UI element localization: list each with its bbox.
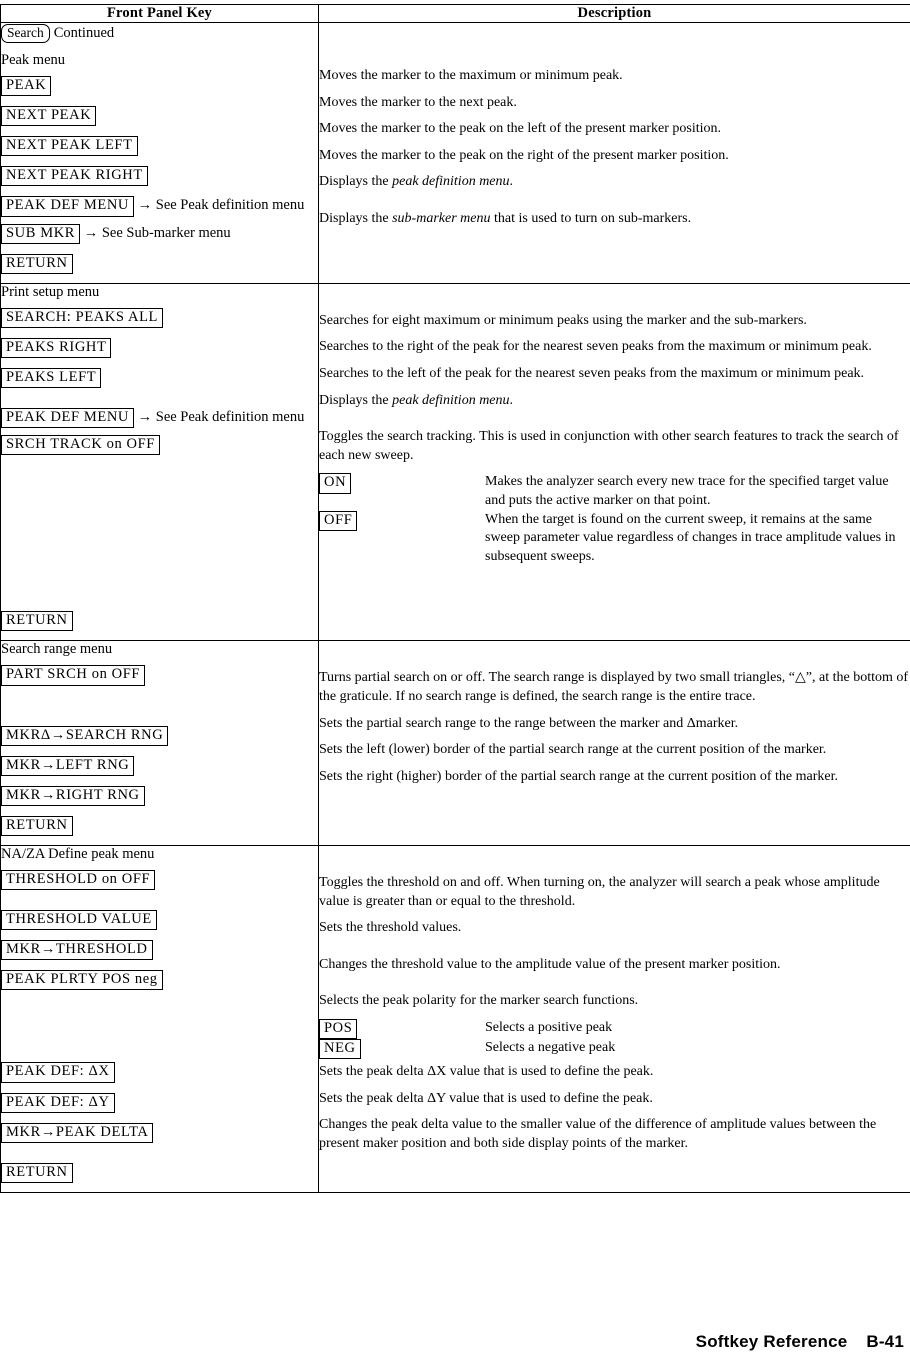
- menu-label-peak-menu: Peak menu: [1, 52, 66, 68]
- spacer: [1, 999, 318, 1061]
- desc-peaks-right: Searches to the right of the peak for the nearest seven peaks from the maximum or minimum peak.: [319, 339, 872, 355]
- sub-option-key-cell: [319, 511, 485, 567]
- softkey-return-3[interactable]: RETURN: [1, 816, 73, 836]
- spacer: [319, 846, 910, 864]
- desc-mkr-peak-delta: Changes the peak delta value to the smaller value of the difference of amplitude values between the present maker position and both side display points of the marker.: [319, 1117, 877, 1152]
- softkey-row: [1, 165, 318, 186]
- desc-mkr-threshold: Changes the threshold value to the amplitude value of the present marker position.: [319, 956, 781, 972]
- desc-text: .: [509, 392, 514, 408]
- desc-text: .: [509, 174, 514, 190]
- desc-peak-def-dy: Sets the peak delta ΔY value that is used to define the peak.: [319, 1090, 653, 1106]
- desc-cell-search-range: [319, 641, 910, 846]
- softkey-row: [1, 725, 318, 746]
- softkey-peak-def-dy[interactable]: PEAK DEF: ΔY: [1, 1093, 115, 1113]
- sub-options-peak-polarity: [319, 1019, 910, 1059]
- desc-threshold-value: Sets the threshold values.: [319, 920, 462, 936]
- spacer: [319, 946, 910, 956]
- spacer: [319, 302, 910, 312]
- desc-next-peak: Moves the marker to the next peak.: [319, 94, 517, 110]
- softkey-row: [1, 785, 318, 806]
- softkey-peaks-left[interactable]: PEAKS LEFT: [1, 368, 101, 388]
- spacer: [1, 899, 318, 909]
- desc-italic: peak definition menu: [392, 392, 510, 408]
- desc-next-peak-right: Moves the marker to the peak on the right of the present marker position.: [319, 147, 729, 163]
- key-cell-search-range: [1, 641, 319, 846]
- desc-mkr-right-rng: Sets the right (higher) border of the partial search range at the current position of the marker.: [319, 768, 838, 784]
- softkey-row: [1, 1122, 318, 1143]
- softkey-neg[interactable]: NEG: [319, 1039, 361, 1059]
- softkey-row: [1, 367, 318, 388]
- desc-part-srch: Turns partial search on or off. The search range is displayed by two small triangles, “△”, at the bottom of the graticule. If no search range is defined, the search range is the entire trace.: [319, 670, 909, 705]
- table-row: [1, 23, 910, 284]
- sub-option-desc-on: Makes the analyzer search every new trace for the specified target value and puts the active marker on that point.: [485, 474, 889, 509]
- softkey-row: [1, 1061, 318, 1082]
- footer-page-number: B-41: [866, 1332, 904, 1351]
- softkey-row: [1, 223, 318, 244]
- softkey-row: [1, 755, 318, 776]
- softkey-part-srch[interactable]: PART SRCH on OFF: [1, 665, 145, 685]
- sub-option-desc-pos: Selects a positive peak: [485, 1020, 613, 1036]
- menu-label-define-peak: NA/ZA Define peak menu: [1, 845, 155, 862]
- desc-peak-def-menu: [319, 173, 910, 192]
- desc-peak-def-dx: Sets the peak delta ΔX value that is used to define the peak.: [319, 1064, 654, 1080]
- softkey-row: [1, 969, 318, 990]
- softkey-peak-plrty[interactable]: PEAK PLRTY POS neg: [1, 970, 163, 990]
- softkey-row: [1, 307, 318, 328]
- desc-next-peak-left: Moves the marker to the peak on the left of the present marker position.: [319, 121, 721, 137]
- sub-options-srch-track: [319, 473, 910, 566]
- spacer: [319, 659, 910, 669]
- spacer: [319, 57, 910, 67]
- spacer: [1, 1152, 318, 1162]
- softkey-row: [1, 939, 318, 960]
- softkey-next-peak[interactable]: NEXT PEAK: [1, 106, 96, 126]
- spacer: [1, 397, 318, 407]
- softkey-peak-def-dx[interactable]: PEAK DEF: ΔX: [1, 1062, 115, 1082]
- softkey-row: [1, 909, 318, 930]
- softkey-on[interactable]: ON: [319, 473, 351, 493]
- table-header-row: [1, 5, 910, 23]
- desc-cell-define-peak: [319, 845, 910, 1192]
- softkey-peak-def-menu-note: → See Peak definition menu: [134, 197, 305, 214]
- softkey-mkr-right-rng[interactable]: MKR→RIGHT RNG: [1, 786, 145, 806]
- sub-option-desc-off: When the target is found on the current sweep, it remains at the same sweep parameter value regardless of changes in trace amplitude values in subsequent sweeps.: [485, 511, 896, 564]
- header-front-panel-key: Front Panel Key: [1, 5, 319, 23]
- softkey-mkr-left-rng[interactable]: MKR→LEFT RNG: [1, 756, 134, 776]
- desc-cell-search-continued: [319, 23, 910, 284]
- sub-option-row: [319, 473, 910, 510]
- desc-srch-track: Toggles the search tracking. This is used in conjunction with other search features to track the search of each new sweep.: [319, 429, 899, 463]
- softkey-row: [1, 869, 318, 890]
- softkey-row: [1, 337, 318, 358]
- softkey-sub-mkr-note: → See Sub-marker menu: [80, 224, 231, 241]
- sub-option-row: [319, 1039, 910, 1059]
- desc-mkr-left-rng: Sets the left (lower) border of the partial search range at the current position of the marker.: [319, 742, 827, 758]
- softkey-peak[interactable]: PEAK: [1, 76, 51, 96]
- desc-search-peaks-all: Searches for eight maximum or minimum peaks using the marker and the sub-markers.: [319, 312, 807, 328]
- desc-text: Displays the: [319, 174, 393, 190]
- footer-title: Softkey Reference: [695, 1332, 848, 1351]
- softkey-peak-def-menu-2-note: → See Peak definition menu: [134, 409, 305, 426]
- spacer: [1, 695, 318, 725]
- page-footer: [696, 1332, 904, 1352]
- softkey-return-2[interactable]: RETURN: [1, 611, 73, 631]
- key-cell-print-setup: [1, 283, 319, 641]
- softkey-row: [1, 105, 318, 126]
- header-description: Description: [319, 5, 910, 23]
- softkey-row: [1, 195, 318, 216]
- desc-sub-mkr: [319, 210, 910, 229]
- spacer: [1, 464, 318, 610]
- spacer: [319, 284, 910, 302]
- softkey-search-peaks-all[interactable]: SEARCH: PEAKS ALL: [1, 308, 163, 328]
- key-cell-search-continued: [1, 23, 319, 284]
- softkey-return-4[interactable]: RETURN: [1, 1163, 73, 1183]
- softkey-next-peak-right[interactable]: NEXT PEAK RIGHT: [1, 166, 148, 186]
- desc-cell-print-setup: [319, 283, 910, 641]
- softkey-peaks-right[interactable]: PEAKS RIGHT: [1, 338, 111, 358]
- softkey-mkr-threshold[interactable]: MKR→THRESHOLD: [1, 940, 153, 960]
- softkey-row: [1, 253, 318, 274]
- sub-option-key-cell: [319, 1039, 485, 1059]
- softkey-row: [1, 75, 318, 96]
- section-heading-search: [1, 23, 318, 43]
- softkey-mkr-delta-search-rng[interactable]: MKRΔ→SEARCH RNG: [1, 726, 168, 746]
- desc-threshold-on-off: Toggles the threshold on and off. When turning on, the analyzer will search a peak whose amplitude value is greater than or equal to the threshold.: [319, 874, 880, 909]
- softkey-off[interactable]: OFF: [319, 511, 357, 531]
- softkey-threshold-on-off[interactable]: THRESHOLD on OFF: [1, 870, 155, 890]
- spacer: [319, 864, 910, 874]
- desc-peak-def-menu-2: [319, 392, 910, 411]
- spacer: [319, 23, 910, 57]
- search-key-button[interactable]: Search: [1, 24, 50, 43]
- desc-text: Displays the: [319, 392, 393, 408]
- softkey-row: [1, 610, 318, 631]
- softkey-row: [1, 815, 318, 836]
- sub-option-desc-neg: Selects a negative peak: [485, 1040, 616, 1056]
- softkey-sub-mkr[interactable]: SUB MKR: [1, 224, 80, 244]
- softkey-row: [1, 407, 318, 428]
- table-row: [1, 283, 910, 641]
- softkey-peak-def-menu[interactable]: PEAK DEF MENU: [1, 196, 134, 216]
- desc-italic: peak definition menu: [392, 174, 510, 190]
- softkey-pos[interactable]: POS: [319, 1019, 357, 1039]
- desc-peaks-left: Searches to the left of the peak for the nearest seven peaks from the maximum or minimum peak.: [319, 365, 865, 381]
- softkey-row: [1, 135, 318, 156]
- softkey-row: [1, 664, 318, 685]
- spacer: [319, 982, 910, 992]
- softkey-next-peak-left[interactable]: NEXT PEAK LEFT: [1, 136, 138, 156]
- spacer: [319, 641, 910, 659]
- table-row: [1, 845, 910, 1192]
- softkey-return[interactable]: RETURN: [1, 254, 73, 274]
- key-cell-define-peak: [1, 845, 319, 1192]
- softkey-threshold-value[interactable]: THRESHOLD VALUE: [1, 910, 157, 930]
- desc-text: Displays the: [319, 211, 393, 227]
- softkey-srch-track[interactable]: SRCH TRACK on OFF: [1, 435, 160, 455]
- desc-text: that is used to turn on sub-markers.: [490, 211, 692, 227]
- spacer: [319, 418, 910, 428]
- sub-option-key-cell: [319, 1019, 485, 1039]
- table-row: [1, 641, 910, 846]
- search-key-continued-label: Continued: [53, 25, 115, 41]
- sub-option-row: [319, 1019, 910, 1039]
- desc-peak-plrty: Selects the peak polarity for the marker search functions.: [319, 993, 639, 1009]
- softkey-row: [1, 434, 318, 455]
- spacer: [319, 200, 910, 210]
- softkey-row: [1, 1092, 318, 1113]
- softkey-peak-def-menu-2[interactable]: PEAK DEF MENU: [1, 408, 134, 428]
- menu-label-search-range: Search range menu: [1, 641, 113, 658]
- menu-label-print-setup: Print setup menu: [1, 283, 100, 300]
- desc-peak: Moves the marker to the maximum or minimum peak.: [319, 68, 623, 83]
- desc-italic: sub-marker menu: [392, 211, 491, 227]
- desc-mkr-delta-search-rng: Sets the partial search range to the range between the marker and Δmarker.: [319, 715, 739, 731]
- softkey-mkr-peak-delta[interactable]: MKR→PEAK DELTA: [1, 1123, 153, 1143]
- softkey-reference-table: [0, 4, 910, 1193]
- sub-option-key-cell: [319, 473, 485, 510]
- softkey-row: [1, 1162, 318, 1183]
- sub-option-row: [319, 511, 910, 567]
